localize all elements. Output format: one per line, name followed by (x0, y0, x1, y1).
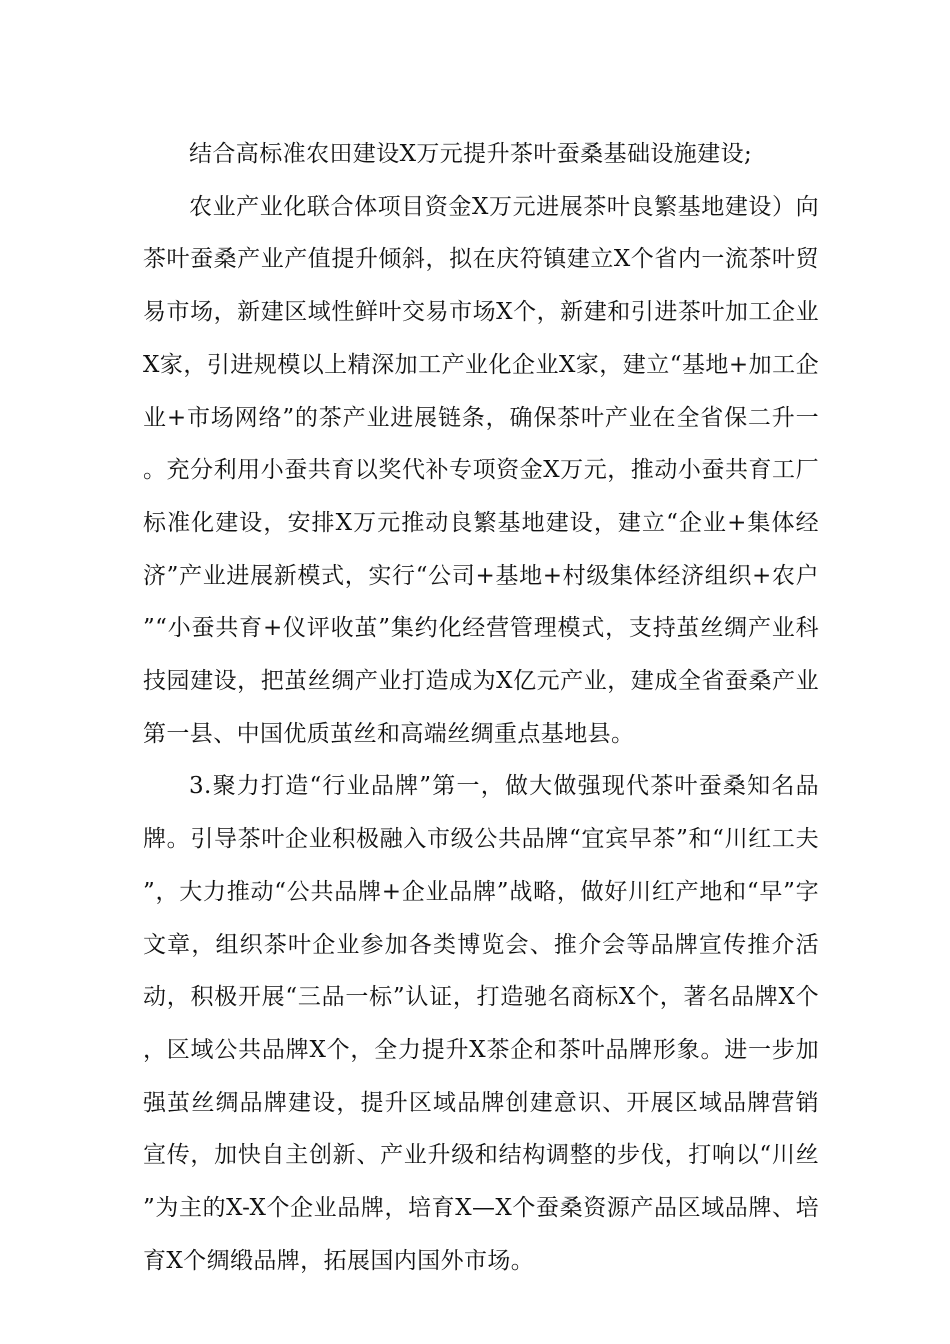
paragraph-infrastructure: 结合高标准农田建设X万元提升茶叶蚕桑基础设施建设; (189, 141, 753, 167)
paragraph-brand-building: 3.聚力打造“行业品牌”第一，做大做强现代茶叶蚕桑知名品牌。引导茶叶企业积极融入市级公共品牌“宜宾早茶”和“川红工夫”，大力推动“公共品牌+企业品牌”战略，做好川红产地和“早”字文章，组织茶叶企业参加各类博览会、推介会等品牌宣传推介活动，积极开展“三品一标”认证，打造驰名商标X个，著名品牌X个，区域公共品牌X个，全力提升X茶企和茶叶品牌形象。进一步加强茧丝绸品牌建设，提升区域品牌创建意识、开展区域品牌营销宣传，加快自主创新、产业升级和结构调整的步伐，打响以“川丝”为主的X-X个企业品牌，培育X—X个蚕桑资源产品区域品牌、培育X个绸缎品牌，拓展国内国外市场。 (143, 773, 819, 1274)
document-body (143, 128, 819, 1287)
paragraph-industry-development: 农业产业化联合体项目资金X万元进展茶叶良繁基地建设）向茶叶蚕桑产业产值提升倾斜，拟在庆符镇建立X个省内一流茶叶贸易市场，新建区域性鲜叶交易市场X个，新建和引进茶叶加工企业X家，引进规模以上精深加工产业化企业X家，建立“基地+加工企业+市场网络”的茶产业进展链条，确保茶叶产业在全省保二升一。充分利用小蚕共育以奖代补专项资金X万元，推动小蚕共育工厂标准化建设，安排X万元推动良繁基地建设，建立“企业+集体经济”产业进展新模式，实行“公司+基地+村级集体经济组织+农户”“小蚕共育+仪评收茧”集约化经营管理模式，支持茧丝绸产业科技园建设，把茧丝绸产业打造成为X亿元产业，建成全省蚕桑产业第一县、中国优质茧丝和高端丝绸重点基地县。 (143, 193, 819, 747)
